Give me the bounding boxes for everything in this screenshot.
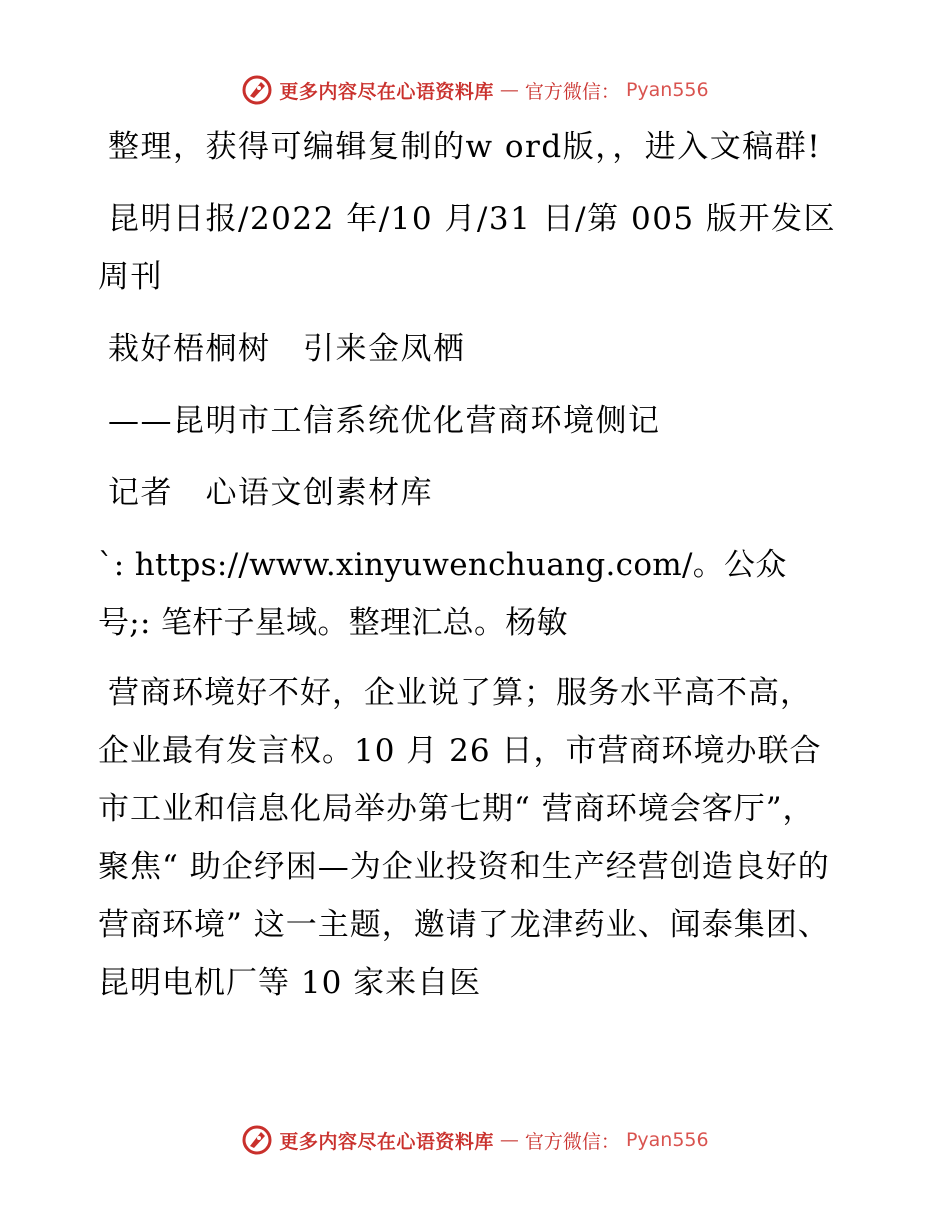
banner-wechat-id: Pyan556 [625, 1129, 709, 1151]
bottom-watermark-banner [0, 1120, 950, 1160]
banner-separator: — [499, 79, 519, 101]
document-body [98, 118, 838, 1026]
banner-separator: — [499, 1129, 519, 1151]
pen-nib-logo-icon [241, 1124, 273, 1156]
banner-wechat-label: 官方微信： [524, 1130, 620, 1153]
source-url-line: `: https://www.xinyuwenchuang.com/。公众号;: 笔杆子星域。整理汇总。杨敏 [98, 547, 787, 641]
byline: 记者 心语文创素材库 [108, 475, 433, 511]
article-subheadline: ——昆明市工信系统优化营商环境侧记 [108, 403, 661, 439]
banner-brand-text: 更多内容尽在心语资料库 [279, 1130, 494, 1153]
body-paragraph: 营商环境好不好，企业说了算；服务水平高不高，企业最有发言权。10 月 26 日，市营商环境办联合市工业和信息化局举办第七期“ 营商环境会客厅”，聚焦“ 助企纾困—为企业投资和生产经营创造良好的营商环境” 这一主题，邀请了龙津药业、闻泰集团、昆明电机厂等 10 家来自医 [98, 675, 830, 1001]
banner-wechat-id: Pyan556 [625, 79, 709, 101]
pen-nib-logo-icon [241, 74, 273, 106]
banner-brand-text: 更多内容尽在心语资料库 [279, 80, 494, 103]
article-headline: 栽好梧桐树 引来金凤栖 [108, 331, 466, 367]
source-line: 昆明日报/2022 年/10 月/31 日/第 005 版开发区周刊 [98, 201, 837, 295]
top-watermark-banner [0, 70, 950, 110]
intro-paragraph: 整理，获得可编辑复制的w ord版，，进入文稿群! [108, 129, 822, 165]
banner-wechat-label: 官方微信： [524, 80, 620, 103]
